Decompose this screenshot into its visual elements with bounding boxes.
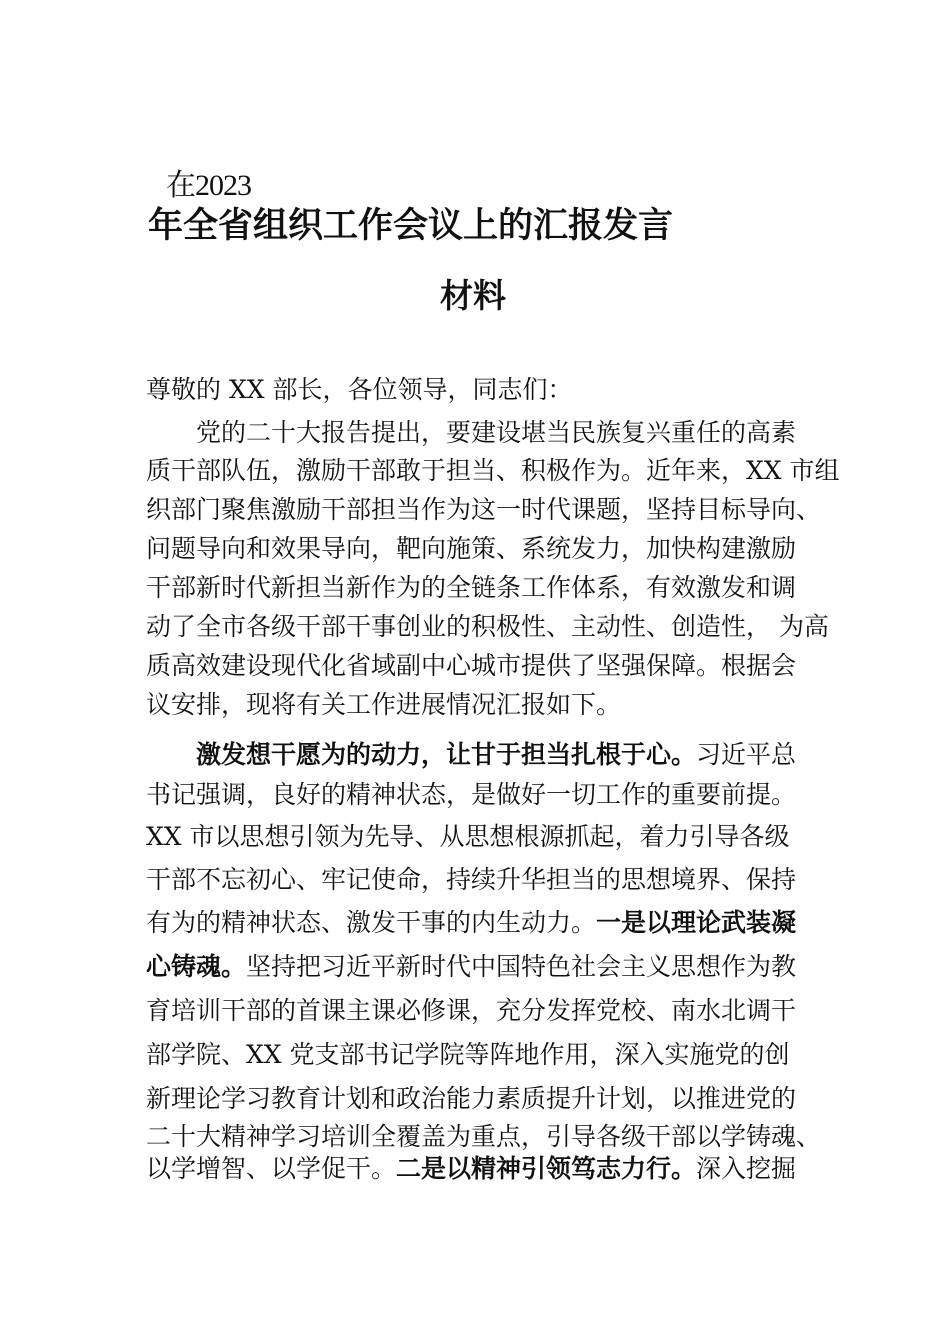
paragraph-line: 新理论学习教育计划和政治能力素质提升计划，以推进党的	[146, 1084, 797, 1113]
paragraph-line	[146, 1152, 796, 1186]
paragraph-line: 党的二十大报告提出，要建设堪当民族复兴重任的高素	[146, 418, 797, 447]
paragraph-line: 织部门聚焦激励干部担当作为这一时代课题，坚持目标导向、	[146, 495, 822, 524]
inline-text: 坚持把习近平新时代中国特色社会主义思想作为教	[246, 952, 797, 981]
paragraph-line: 问题导向和效果导向，靶向施策、系统发力，加快构建激励	[146, 534, 797, 563]
paragraph-line	[146, 906, 796, 940]
paragraph-line: 质干部队伍，激励干部敢于担当、积极作为。近年来，XX 市组	[146, 456, 840, 485]
subheading: 一是以理论武装凝	[596, 908, 797, 937]
paragraph-line: 育培训干部的首课主课必修课，充分发挥党校、南水北调干	[146, 996, 797, 1025]
paragraph-line: 书记强调，良好的精神状态，是做好一切工作的重要前提。	[146, 780, 797, 809]
paragraph-line: 议安排，现将有关工作进展情况汇报如下。	[146, 690, 622, 719]
paragraph-line: 部学院、XX 党支部书记学院等阵地作用，深入实施党的创	[146, 1040, 790, 1069]
paragraph-line: 动了全市各级干部干事创业的积极性、主动性、创造性， 为高	[146, 612, 829, 641]
paragraph-line: XX 市以思想引领为先导、从思想根源抓起，着力引导各级	[146, 822, 790, 851]
paragraph-line: 二十大精神学习培训全覆盖为重点，引导各级干部以学铸魂、	[146, 1122, 822, 1151]
subheading: 二是以精神引领笃志力行。	[396, 1154, 697, 1183]
document-title-continued: 材料	[440, 276, 506, 315]
paragraph-line: 干部新时代新担当新作为的全链条工作体系，有效激发和调	[146, 573, 797, 602]
paragraph-line	[146, 738, 796, 772]
section-heading: 激发想干愿为的动力，让甘于担当扎根于心。	[146, 740, 697, 769]
title-prefix: 在2023	[166, 169, 251, 202]
paragraph-line: 干部不忘初心、牢记使命，持续升华担当的思想境界、保持	[146, 865, 797, 894]
paragraph-line: 质高效建设现代化省域副中心城市提供了坚强保障。根据会	[146, 651, 797, 680]
inline-text: 以学增智、以学促干。	[146, 1154, 397, 1183]
inline-text: 有为的精神状态、激发干事的内生动力。	[146, 908, 597, 937]
inline-text: 习近平总	[696, 740, 797, 769]
salutation: 尊敬的 XX 部长，各位领导，同志们：	[146, 375, 573, 404]
inline-text: 深入挖掘	[696, 1154, 797, 1183]
subheading: 心铸魂。	[146, 952, 247, 981]
paragraph-line	[146, 950, 796, 984]
document-title: 年全省组织工作会议上的汇报发言	[148, 206, 674, 246]
